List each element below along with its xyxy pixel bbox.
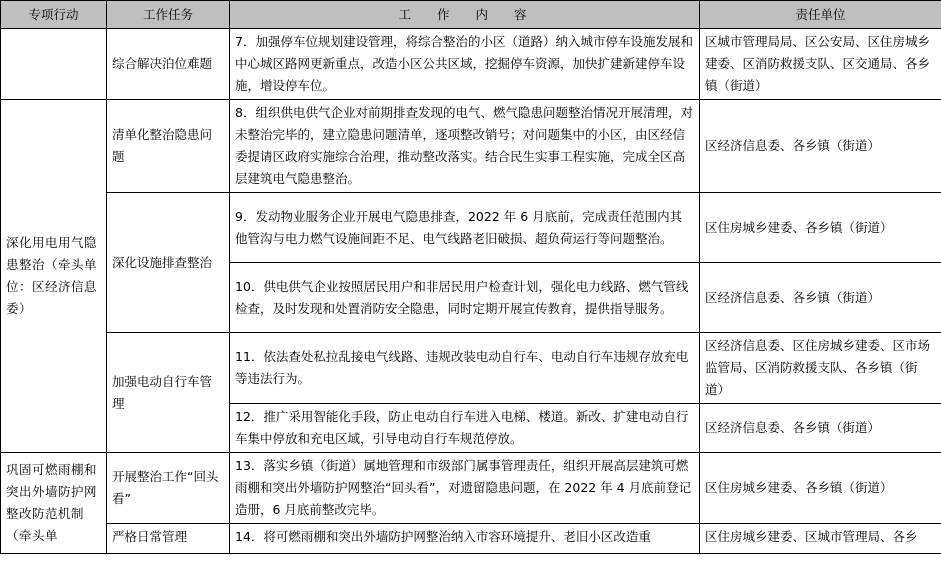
table-row xyxy=(1,524,941,554)
table-row xyxy=(1,333,941,404)
action-cell-empty xyxy=(1,29,107,100)
units-cell: 区住房城乡建委、各乡镇（街道） xyxy=(700,453,941,524)
units-cell: 区经济信息委、区住房城乡建委、区市场监管局、区消防救援支队、各乡镇（街道） xyxy=(700,333,941,404)
table-row xyxy=(1,100,941,193)
table-header-row xyxy=(1,1,941,29)
table-row xyxy=(1,29,941,100)
units-cell: 区城市管理局局、区公安局、区住房城乡建委、区消防救援支队、区交通局、各乡镇（街道） xyxy=(700,29,941,100)
action-cell: 巩固可燃雨棚和突出外墙防护网整改防范机制（牵头单 xyxy=(1,453,107,554)
content-cell: 10．供电供气企业按照居民用户和非居民用户检查计划，强化电力线路、燃气管线检查，及时发现和处置消防安全隐患，同时定期开展宣传教育，提供指导服务。 xyxy=(230,263,700,333)
content-cell: 8．组织供电供气企业对前期排查发现的电气、燃气隐患问题整治情况开展清理，对未整治完毕的，建立隐患问题清单，逐项整改销号；对问题集中的小区，由区经信委提请区政府实施综合治理，推动整改落实。结合民生实事工程实施，完成全区高层建筑电气隐患整治。 xyxy=(230,100,700,193)
content-cell: 13．落实乡镇（街道）属地管理和市级部门属事管理责任，组织开展高层建筑可燃雨棚和突出外墙防护网整治“回头看”，对遗留隐患问题，在 2022 年 4 月底前登记造册，6 月底前整改完毕。 xyxy=(230,453,700,524)
content-cell: 11．依法查处私拉乱接电气线路、违规改装电动自行车、电动自行车违规存放充电等违法行为。 xyxy=(230,333,700,404)
task-cell: 综合解决泊位难题 xyxy=(107,29,230,100)
header-units: 责任单位 xyxy=(700,1,941,29)
action-cell: 深化用电用气隐患整治（牵头单位：区经济信息委） xyxy=(1,100,107,453)
units-cell: 区住房城乡建委、各乡镇（街道） xyxy=(700,193,941,263)
task-cell: 清单化整治隐患问题 xyxy=(107,100,230,193)
content-cell: 7．加强停车位规划建设管理，将综合整治的小区（道路）纳入城市停车设施发展和中心城区路网更新重点，改造小区公共区域，挖掘停车资源，加快扩建新建停车设施，增设停车位。 xyxy=(230,29,700,100)
table-row xyxy=(1,193,941,263)
header-task: 工作任务 xyxy=(107,1,230,29)
header-action: 专项行动 xyxy=(1,1,107,29)
units-cell: 区住房城乡建委、区城市管理局、各乡 xyxy=(700,524,941,554)
content-cell: 14．将可燃雨棚和突出外墙防护网整治纳入市容环境提升、老旧小区改造重 xyxy=(230,524,700,554)
content-cell: 12．推广采用智能化手段，防止电动自行车进入电梯、楼道。新改、扩建电动自行车集中停放和充电区域，引导电动自行车规范停放。 xyxy=(230,404,700,453)
task-cell: 严格日常管理 xyxy=(107,524,230,554)
task-cell: 开展整治工作“回头看” xyxy=(107,453,230,524)
table-row xyxy=(1,453,941,524)
header-content: 工作内容 xyxy=(230,1,700,29)
task-cell: 加强电动自行车管理 xyxy=(107,333,230,453)
task-cell: 深化设施排查整治 xyxy=(107,193,230,333)
units-cell: 区经济信息委、各乡镇（街道） xyxy=(700,263,941,333)
content-cell: 9．发动物业服务企业开展电气隐患排查，2022 年 6 月底前，完成责任范围内其他管沟与电力燃气设施间距不足、电气线路老旧破损、超负荷运行等问题整治。 xyxy=(230,193,700,263)
units-cell: 区经济信息委、各乡镇（街道） xyxy=(700,404,941,453)
units-cell: 区经济信息委、各乡镇（街道） xyxy=(700,100,941,193)
